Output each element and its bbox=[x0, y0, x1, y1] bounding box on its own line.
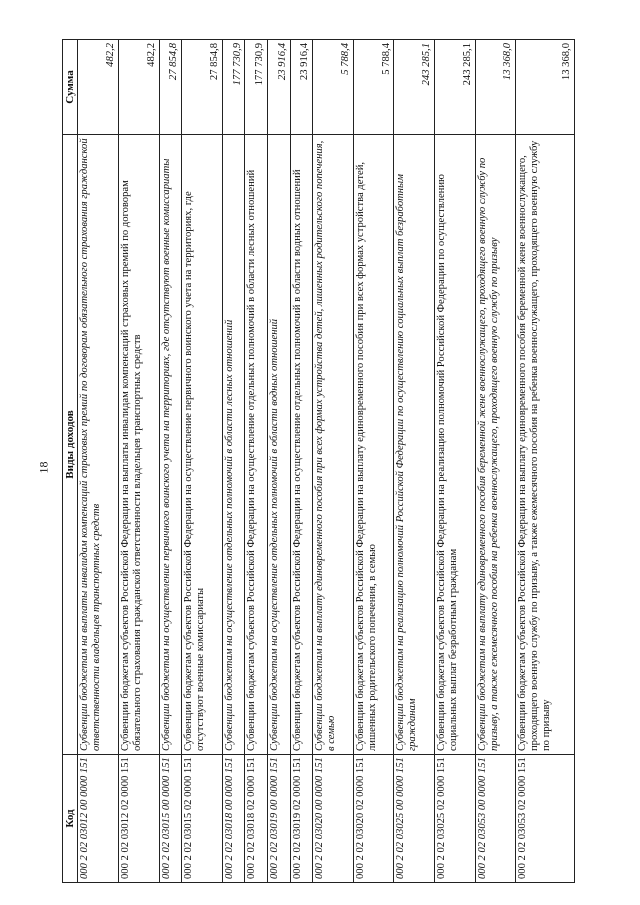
cell-name: Субвенции бюджетам на осуществление первичного воинского учета на территориях, где отсутствуют военные комиссариаты bbox=[159, 135, 182, 755]
cell-sum: 243 285,1 bbox=[435, 40, 476, 135]
cell-code: 000 2 02 03015 02 0000 151 bbox=[182, 755, 223, 883]
table-row bbox=[435, 40, 476, 883]
cell-code: 000 2 02 03053 02 0000 151 bbox=[516, 755, 575, 883]
page-number: 18 bbox=[36, 461, 51, 474]
table-row bbox=[222, 40, 245, 883]
cell-code: 000 2 02 03012 00 0000 151 bbox=[78, 755, 119, 883]
cell-code: 000 2 02 03018 02 0000 151 bbox=[245, 755, 268, 883]
header-sum: Сумма bbox=[63, 40, 78, 135]
cell-code: 000 2 02 03018 00 0000 151 bbox=[222, 755, 245, 883]
cell-name: Субвенции бюджетам субъектов Российской Федерации на выплату единовременного пособия при всех формах устройства детей, лишенных родительского попечения, в семью bbox=[353, 135, 394, 755]
cell-sum: 243 285,1 bbox=[394, 40, 435, 135]
header-name: Виды доходов bbox=[63, 135, 78, 755]
cell-sum: 23 916,4 bbox=[290, 40, 313, 135]
cell-sum: 482,2 bbox=[78, 40, 119, 135]
revenue-table bbox=[62, 39, 575, 883]
cell-sum: 23 916,4 bbox=[267, 40, 290, 135]
table-row bbox=[475, 40, 516, 883]
cell-name: Субвенции бюджетам субъектов Российской Федерации на осуществление отдельных полномочий в области лесных отношений bbox=[245, 135, 268, 755]
table-row bbox=[78, 40, 119, 883]
cell-code: 000 2 02 03025 00 0000 151 bbox=[394, 755, 435, 883]
table-row bbox=[182, 40, 223, 883]
table-body bbox=[78, 40, 575, 883]
cell-code: 000 2 02 03020 00 0000 151 bbox=[313, 755, 354, 883]
cell-sum: 27 854,8 bbox=[159, 40, 182, 135]
table-row bbox=[159, 40, 182, 883]
table-row bbox=[394, 40, 435, 883]
cell-name: Субвенции бюджетам на выплату единовременного пособия при всех формах устройства детей, лишенных родительского попечения, в семью bbox=[313, 135, 354, 755]
cell-sum: 177 730,9 bbox=[222, 40, 245, 135]
cell-sum: 13 368,0 bbox=[516, 40, 575, 135]
table-row bbox=[353, 40, 394, 883]
cell-code: 000 2 02 03020 02 0000 151 bbox=[353, 755, 394, 883]
table-row bbox=[516, 40, 575, 883]
table-row bbox=[313, 40, 354, 883]
cell-name: Субвенции бюджетам на выплату единовременного пособия беременной жене военнослужащего, проходящего военную службу по призыву, а также ежемесячного пособия на ребенка военнослужащего, проходящего военную службу по призыву bbox=[475, 135, 516, 755]
cell-sum: 482,2 bbox=[118, 40, 159, 135]
rotated-table-container bbox=[62, 40, 575, 883]
cell-name: Субвенции бюджетам на выплаты инвалидам компенсаций страховых премий по договорам обязательного страхования гражданской ответственности владельцев транспортных средств bbox=[78, 135, 119, 755]
cell-code: 000 2 02 03053 00 0000 151 bbox=[475, 755, 516, 883]
cell-name: Субвенции бюджетам субъектов Российской Федерации на осуществление первичного воинского учета на территориях, где отсутствуют военные комиссариаты bbox=[182, 135, 223, 755]
cell-name: Субвенции бюджетам на осуществление отдельных полномочий в области лесных отношений bbox=[222, 135, 245, 755]
cell-code: 000 2 02 03025 02 0000 151 bbox=[435, 755, 476, 883]
cell-name: Субвенции бюджетам субъектов Российской Федерации на осуществление отдельных полномочий в области водных отношений bbox=[290, 135, 313, 755]
cell-code: 000 2 02 03012 02 0000 151 bbox=[118, 755, 159, 883]
table-row bbox=[118, 40, 159, 883]
cell-name: Субвенции бюджетам субъектов Российской Федерации на выплату единовременного пособия беременной жене военнослужащего, проходящего военную службу по призыву, а также ежемесячного пособия на ребенка военнослужащего, проходящего военную службу по призыву bbox=[516, 135, 575, 755]
cell-sum: 5 788,4 bbox=[313, 40, 354, 135]
cell-code: 000 2 02 03019 02 0000 151 bbox=[290, 755, 313, 883]
cell-sum: 177 730,9 bbox=[245, 40, 268, 135]
cell-sum: 5 788,4 bbox=[353, 40, 394, 135]
table-row bbox=[245, 40, 268, 883]
cell-name: Субвенции бюджетам на реализацию полномочий Российской Федерации по осуществлению социальных выплат безработным гражданам bbox=[394, 135, 435, 755]
cell-name: Субвенции бюджетам на осуществление отдельных полномочий в области водных отношений bbox=[267, 135, 290, 755]
header-code: Код bbox=[63, 755, 78, 883]
cell-code: 000 2 02 03015 00 0000 151 bbox=[159, 755, 182, 883]
table-row bbox=[290, 40, 313, 883]
cell-name: Субвенции бюджетам субъектов Российской Федерации на выплаты инвалидам компенсаций страховых премий по договорам обязательного страхования гражданской ответственности владельцев транспортных средств bbox=[118, 135, 159, 755]
table-row bbox=[267, 40, 290, 883]
cell-code: 000 2 02 03019 00 0000 151 bbox=[267, 755, 290, 883]
cell-sum: 27 854,8 bbox=[182, 40, 223, 135]
table-header-row bbox=[63, 40, 78, 883]
cell-name: Субвенции бюджетам субъектов Российской Федерации на реализацию полномочий Российской Федерации по осуществлению социальных выплат безработным гражданам bbox=[435, 135, 476, 755]
cell-sum: 13 368,0 bbox=[475, 40, 516, 135]
